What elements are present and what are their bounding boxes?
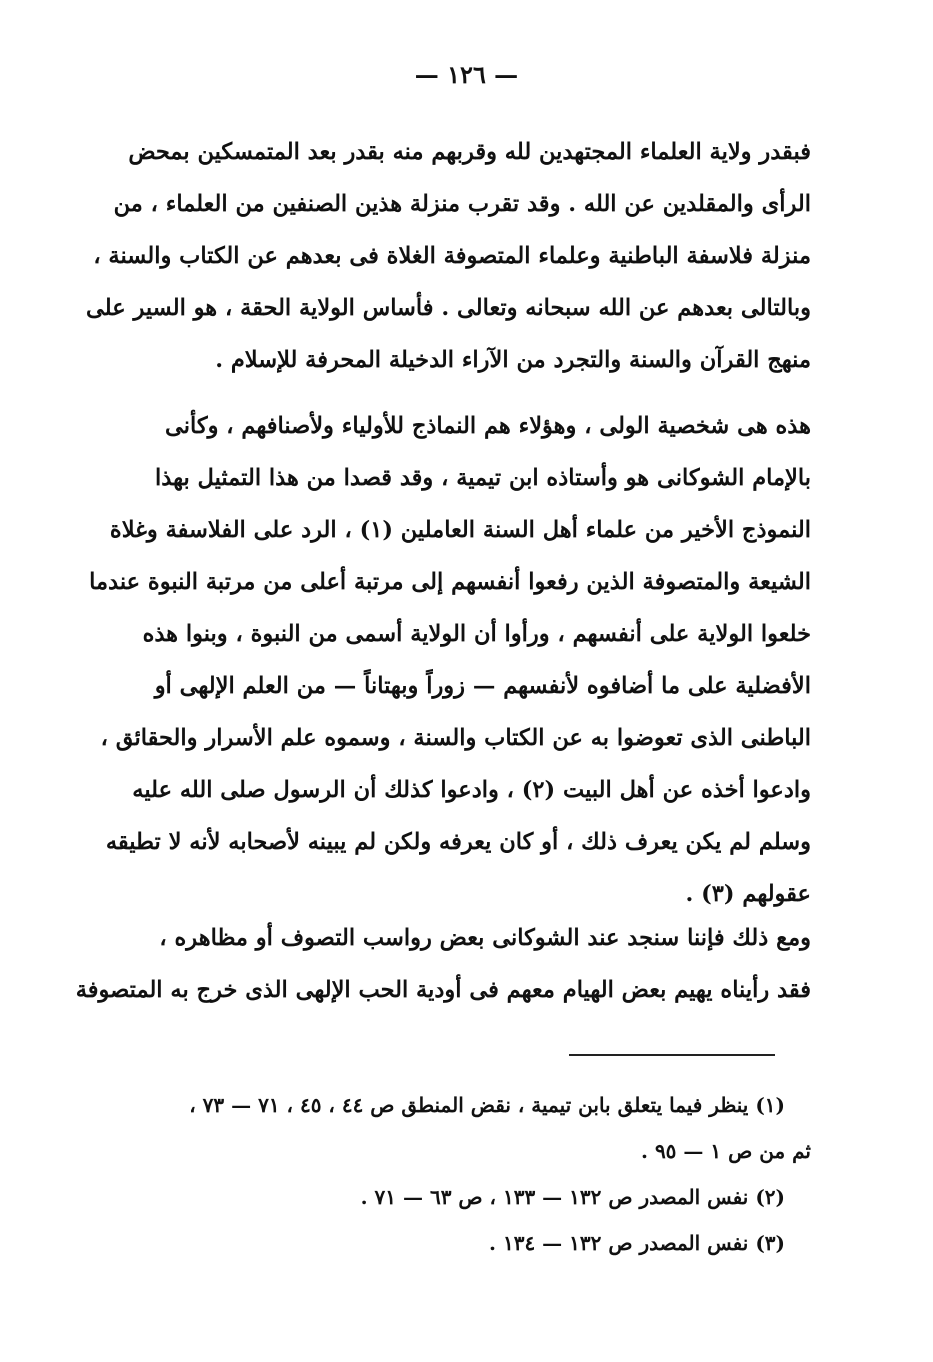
text-line: فقد رأيناه يهيم بعض الهيام معهم فى أودية الحب الإلهى الذى خرج به المتصوفة [75,977,811,1003]
text-line: الباطنى الذى تعوضوا به عن الكتاب والسنة ، وسموه علم الأسرار والحقائق ، [100,725,811,751]
text-line: وادعوا أخذه عن أهل البيت (٢) ، وادعوا كذلك أن الرسول صلى الله عليه [132,777,811,803]
text-line: هذه هى شخصية الولى ، وهؤلاء هم النماذج للأولياء ولأصنافهم ، وكأنى [165,413,811,439]
text-line: النموذج الأخير من علماء أهل السنة العاملين (١) ، الرد على الفلاسفة وغلاة [109,517,811,543]
text-line: الشيعة والمتصوفة الذين رفعوا أنفسهم إلى مرتبة أعلى من مرتبة النبوة عندما [89,569,811,595]
text-line: منهج القرآن والسنة والتجرد من الآراء الدخيلة المحرفة للإسلام . [215,347,811,373]
text-line: منزلة فلاسفة الباطنية وعلماء المتصوفة الغلاة فى بعدهم عن الكتاب والسنة ، [93,243,811,269]
page-number: — ١٢٦ — [414,60,519,89]
footnotes [141,1082,811,1266]
footnote-1-continued: ثم من ص ١ — ٩٥ . [641,1139,811,1163]
text-line: عقولهم (٣) . [685,881,811,907]
paragraph-3 [75,912,811,1016]
footnote-2: (٢) نفس المصدر ص ١٣٢ — ١٣٣ ، ص ٦٣ — ٧١ . [360,1185,785,1209]
footnote-divider [569,1054,775,1056]
text-line: ومع ذلك فإننا سنجد عند الشوكانى بعض رواسب التصوف أو مظاهره ، [159,925,811,951]
text-line: وبالتالى بعدهم عن الله سبحانه وتعالى . فأساس الولاية الحقة ، هو السير على [86,295,811,321]
footnote-1: (١) ينظر فيما يتعلق بابن تيمية ، نقض المنطق ص ٤٤ ، ٤٥ ، ٧١ — ٧٣ ، [189,1093,785,1117]
text-line: الرأى والمقلدين عن الله . وقد تقرب منزلة هذين الصنفين من العلماء ، من [113,191,811,217]
text-line: خلعوا الولاية على أنفسهم ، ورأوا أن الولاية أسمى من النبوة ، وبنوا هذه [142,621,811,647]
text-line: وسلم لم يكن يعرف ذلك ، أو كان يعرفه ولكن لم يبينه لأصحابه لأنه لا تطيقه [105,829,811,855]
paragraph-1 [86,126,811,386]
text-line: الأفضلية على ما أضافوه لأنفسهم — زوراً وبهتاناً — من العلم الإلهى أو [154,673,811,699]
footnote-3: (٣) نفس المصدر ص ١٣٢ — ١٣٤ . [489,1231,785,1255]
text-line: فبقدر ولاية العلماء المجتهدين لله وقربهم منه بقدر بعد المتمسكين بمحض [128,139,811,165]
paragraph-2 [89,400,811,920]
text-line: بالإمام الشوكانى هو وأستاذه ابن تيمية ، وقد قصدا من هذا التمثيل بهذا [155,465,811,491]
